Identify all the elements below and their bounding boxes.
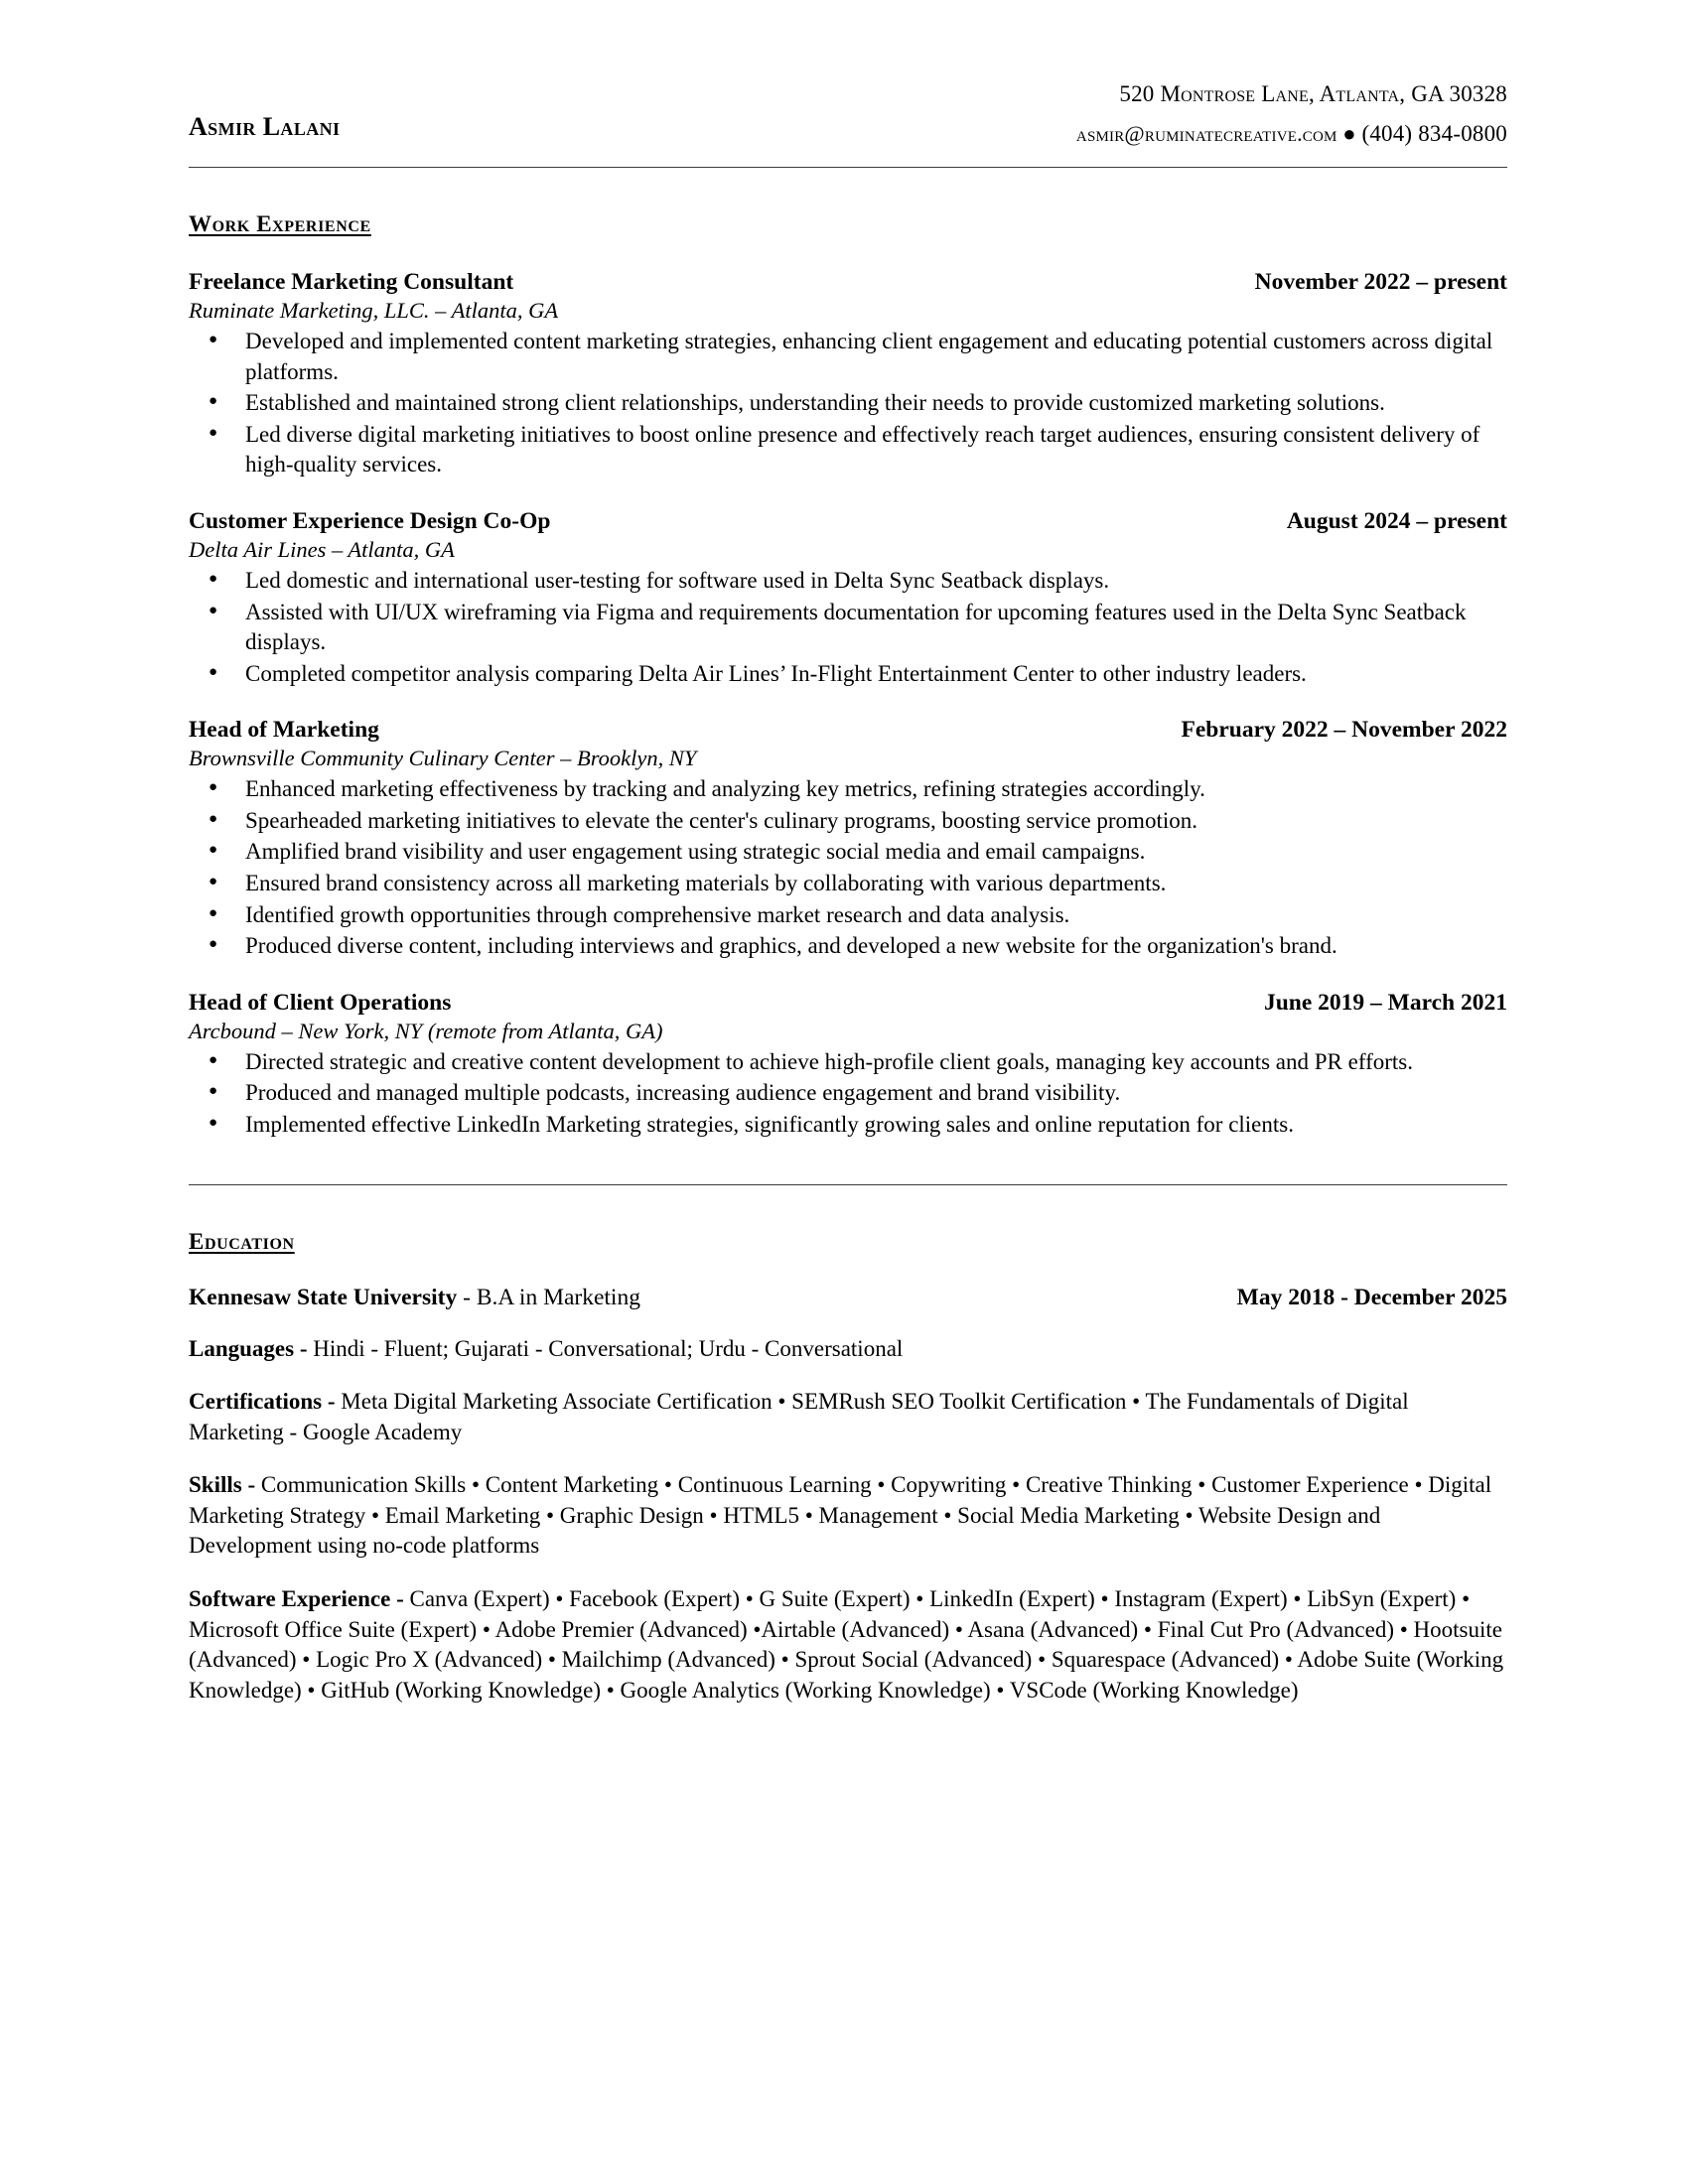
work-entry-header	[189, 990, 1507, 1017]
education-school: Kennesaw State University	[189, 1284, 458, 1310]
job-bullet-list	[189, 327, 1507, 480]
contact-separator-bullet: ●	[1342, 120, 1356, 146]
job-title: Customer Experience Design Co-Op	[189, 507, 551, 534]
job-title: Head of Marketing	[189, 717, 379, 744]
skills-block	[189, 1470, 1507, 1562]
candidate-name	[189, 74, 340, 142]
education-separator: -	[457, 1284, 477, 1310]
job-bullet: ● Amplified brand visibility and user engagement using strategic social media and email campaigns.	[189, 837, 1507, 868]
work-entry	[189, 990, 1507, 1141]
software-experience-block	[189, 1584, 1507, 1706]
work-entry-header	[189, 717, 1507, 744]
education-entry	[189, 1285, 1507, 1311]
education-dates: May 2018 - December 2025	[1236, 1284, 1507, 1310]
job-title: Freelance Marketing Consultant	[189, 269, 514, 296]
languages-block	[189, 1334, 1507, 1365]
contact-phone: (404) 834-0800	[1361, 120, 1507, 146]
job-bullet-list	[189, 774, 1507, 961]
education-degree: B.A in Marketing	[476, 1284, 640, 1310]
job-dates: November 2022 – present	[1254, 269, 1507, 296]
job-organization: Brownsville Community Culinary Center – Brooklyn, NY	[189, 746, 697, 771]
job-bullet: ● Assisted with UI/UX wireframing via Figma and requirements documentation for upcoming features used in the Delta Sync Seatback displays.	[189, 598, 1507, 658]
languages-label: Languages -	[189, 1335, 314, 1361]
software-experience-value: Canva (Expert) • Facebook (Expert) • G Suite (Expert) • LinkedIn (Expert) • Instagram (Expert) • LibSyn (Expert) • Microsoft Office Suite (Expert) • Adobe Premier (Advanced) •Airtable (Advanced) • Asana (Advanced) • Final Cut Pro (Advanced) • Hootsuite (Advanced) • Logic Pro X (Advanced) • Mailchimp (Advanced) • Sprout Social (Advanced) • Squarespace (Advanced) • Adobe Suite (Working Knowledge) • GitHub (Working Knowledge) • Google Analytics (Working Knowledge) • VSCode (Working Knowledge)	[189, 1585, 1504, 1703]
job-bullet-list	[189, 566, 1507, 689]
job-bullet: ● Completed competitor analysis comparing Delta Air Lines’ In-Flight Entertainment Center to other industry leaders.	[189, 659, 1507, 690]
software-experience-label: Software Experience -	[189, 1585, 410, 1611]
job-organization: Arcbound – New York, NY (remote from Atlanta, GA)	[189, 1018, 663, 1043]
job-bullet: ● Established and maintained strong client relationships, understanding their needs to provide customized marketing solutions.	[189, 388, 1507, 419]
job-bullet: ● Led diverse digital marketing initiatives to boost online presence and effectively reach target audiences, ensuring consistent delivery of high-quality services.	[189, 420, 1507, 480]
job-dates: February 2022 – November 2022	[1181, 717, 1507, 744]
candidate-last-name: Lalani	[262, 112, 341, 141]
job-bullet: ● Produced diverse content, including interviews and graphics, and developed a new website for the organization's brand.	[189, 931, 1507, 962]
job-dates: August 2024 – present	[1286, 507, 1507, 534]
job-bullet: ● Identified growth opportunities through comprehensive market research and data analysis.	[189, 900, 1507, 931]
work-entry	[189, 269, 1507, 480]
contact-email-phone	[1076, 114, 1507, 154]
work-entry	[189, 717, 1507, 961]
job-bullet: ● Implemented effective LinkedIn Marketing strategies, significantly growing sales and online reputation for clients.	[189, 1110, 1507, 1141]
certifications-label: Certifications -	[189, 1389, 342, 1415]
job-bullet: ● Spearheaded marketing initiatives to elevate the center's culinary programs, boosting service promotion.	[189, 806, 1507, 837]
contact-email[interactable]: asmir@ruminatecreative.com	[1075, 120, 1337, 146]
work-entry-header	[189, 508, 1507, 535]
skills-value: Communication Skills • Content Marketing • Continuous Learning • Copywriting • Creative Thinking • Customer Experience • Digital Marketing Strategy • Email Marketing • Graphic Design • HTML5 • Management • Social Media Marketing • Website Design and Development using no-code platforms	[189, 1472, 1492, 1559]
education-school-degree	[189, 1285, 640, 1311]
job-bullet: ● Developed and implemented content marketing strategies, enhancing client engagement and educating potential customers across digital platforms.	[189, 327, 1507, 387]
languages-value: Hindi - Fluent; Gujarati - Conversational; Urdu - Conversational	[313, 1335, 904, 1361]
certifications-block	[189, 1387, 1507, 1447]
job-organization: Delta Air Lines – Atlanta, GA	[189, 536, 455, 562]
job-title: Head of Client Operations	[189, 989, 452, 1016]
section-divider	[189, 1184, 1507, 1185]
section-title-work-experience: Work Experience	[189, 211, 371, 237]
section-title-education: Education	[189, 1228, 295, 1254]
job-bullet: ● Ensured brand consistency across all marketing materials by collaborating with various departments.	[189, 869, 1507, 899]
job-bullet-list	[189, 1047, 1507, 1141]
header-divider	[189, 167, 1507, 168]
work-entry-header	[189, 269, 1507, 296]
job-dates: June 2019 – March 2021	[1263, 989, 1507, 1016]
contact-info	[1076, 74, 1507, 153]
skills-label: Skills -	[189, 1472, 261, 1498]
job-bullet: ● Led domestic and international user-testing for software used in Delta Sync Seatback displays.	[189, 566, 1507, 597]
job-bullet: ● Enhanced marketing effectiveness by tracking and analyzing key metrics, refining strategies accordingly.	[189, 774, 1507, 805]
job-organization: Ruminate Marketing, LLC. – Atlanta, GA	[189, 298, 559, 324]
job-bullet: ● Directed strategic and creative content development to achieve high-profile client goals, managing key accounts and PR efforts.	[189, 1047, 1507, 1078]
certifications-value: Meta Digital Marketing Associate Certification • SEMRush SEO Toolkit Certification • The Fundamentals of Digital Marketing - Google Academy	[189, 1389, 1409, 1444]
work-entry	[189, 508, 1507, 689]
contact-address: 520 Montrose Lane, Atlanta, GA 30328	[1119, 81, 1507, 106]
job-bullet: ● Produced and managed multiple podcasts, increasing audience engagement and brand visibility.	[189, 1078, 1507, 1109]
candidate-first-name: Asmir	[189, 112, 256, 141]
resume-header	[189, 74, 1507, 153]
